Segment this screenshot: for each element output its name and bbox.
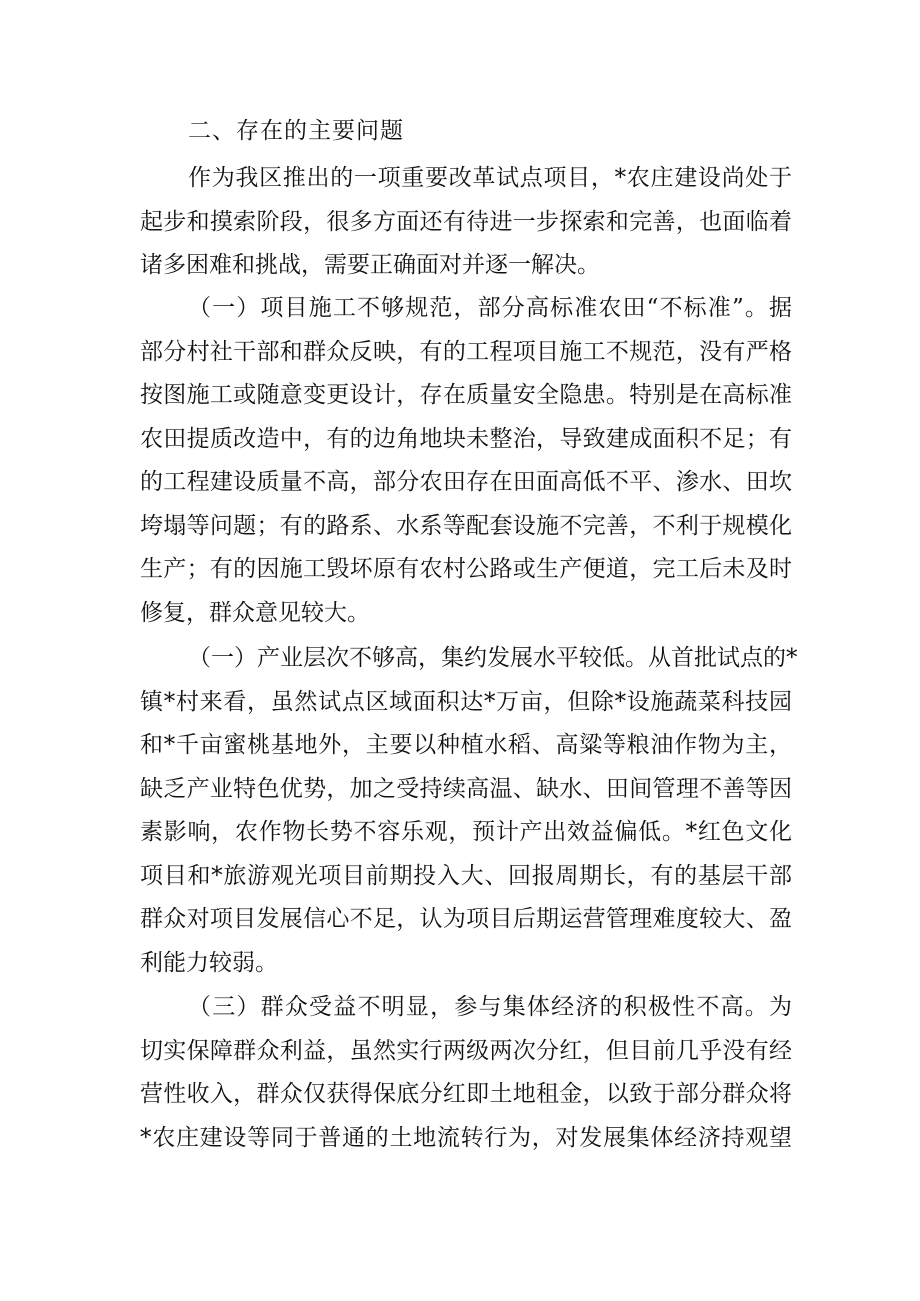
- paragraph-line: 按图施工或随意变更设计，存在质量安全隐患。特别是在高标准: [140, 382, 792, 408]
- paragraph-line: 诸多困难和挑战，需要正确面对并逐一解决。: [140, 252, 600, 278]
- paragraph-intro: [140, 157, 792, 288]
- paragraph-line: （一）产业层次不够高，集约发展水平较低。从首批试点的*: [188, 645, 798, 671]
- paragraph-line: （三）群众受益不明显，参与集体经济的积极性不高。为: [188, 994, 792, 1020]
- paragraph-public-benefit: [140, 986, 792, 1160]
- section-heading: 二、存在的主要问题: [188, 118, 404, 144]
- paragraph-line: 修复，群众意见较大。: [140, 599, 370, 626]
- paragraph-line: 切实保障群众利益，虽然实行两级两次分红，但目前几乎没有经: [140, 1037, 792, 1064]
- paragraph-line: 和*千亩蜜桃基地外，主要以种植水稻、高粱等粮油作物为主，: [140, 732, 792, 758]
- paragraph-line: 群众对项目发展信心不足，认为项目后期运营管理难度较大、盈: [140, 906, 792, 932]
- paragraph-construction-issues: [140, 287, 792, 635]
- paragraph-line: 垮塌等问题；有的路系、水系等配套设施不完善，不利于规模化: [140, 512, 792, 539]
- paragraph-line: 部分村社干部和群众反映，有的工程项目施工不规范，没有严格: [140, 338, 792, 365]
- paragraph-line: （一）项目施工不够规范，部分高标准农田“不标准”。据: [188, 295, 792, 321]
- paragraph-line: 生产；有的因施工毁坏原有农村公路或生产便道，完工后未及时: [140, 556, 792, 582]
- paragraph-line: *农庄建设等同于普通的土地流转行为，对发展集体经济持观望: [140, 1124, 792, 1151]
- paragraph-line: 农田提质改造中，有的边角地块未整治，导致建成面积不足；有: [140, 425, 792, 452]
- paragraph-line: 营性收入，群众仅获得保底分红即土地租金，以致于部分群众将: [140, 1081, 792, 1107]
- paragraph-line: 利能力较弱。: [140, 949, 278, 976]
- paragraph-line: 项目和*旅游观光项目前期投入大、回报周期长，有的基层干部: [140, 862, 792, 889]
- paragraph-line: 镇*村来看，虽然试点区域面积达*万亩，但除*设施蔬菜科技园: [140, 688, 792, 715]
- paragraph-line: 起步和摸索阶段，很多方面还有待进一步探索和完善，也面临着: [140, 208, 792, 235]
- paragraph-industry-level: [140, 637, 798, 985]
- paragraph-line: 的工程建设质量不高，部分农田存在田面高低不平、渗水、田坎: [140, 469, 792, 495]
- paragraph-line: 素影响，农作物长势不容乐观，预计产出效益偏低。*红色文化: [140, 819, 792, 845]
- paragraph-line: 缺乏产业特色优势，加之受持续高温、缺水、田间管理不善等因: [140, 775, 792, 802]
- paragraph-line: 作为我区推出的一项重要改革试点项目，*农庄建设尚处于: [188, 165, 792, 191]
